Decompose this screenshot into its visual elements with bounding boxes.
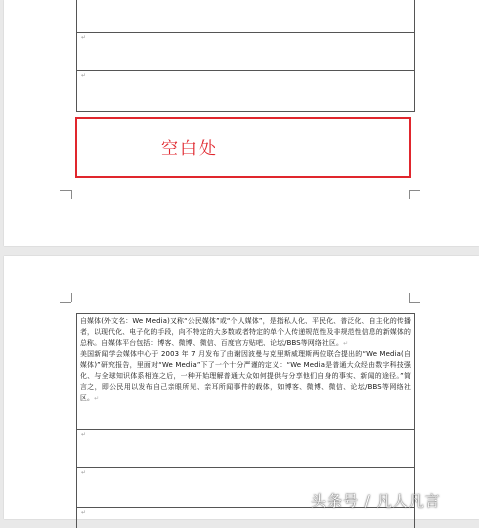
text-cell[interactable]	[77, 314, 414, 430]
crop-mark	[71, 190, 72, 199]
cell-end-mark: ↵	[81, 431, 87, 438]
table-row[interactable]	[77, 33, 414, 71]
table-row[interactable]	[77, 0, 414, 33]
cell-end-mark: ↵	[81, 34, 87, 41]
table-row[interactable]	[77, 71, 414, 112]
watermark-text: 头条号 / 凡人凡言	[311, 492, 441, 510]
cell-end-mark: ↵	[81, 469, 87, 476]
crop-mark	[71, 293, 72, 302]
crop-mark	[409, 293, 410, 302]
cell-end-mark: ↵	[81, 509, 87, 516]
table-row[interactable]	[77, 430, 414, 468]
crop-mark	[409, 190, 420, 191]
crop-mark	[60, 302, 71, 303]
crop-mark	[409, 190, 410, 199]
crop-mark	[409, 302, 420, 303]
crop-mark	[60, 190, 71, 191]
table-row[interactable]	[77, 508, 414, 528]
paragraph-1: 自媒体(外文名：We Media)又称“公民媒体”或“个人媒体”，是指私人化、平民化、普泛化、自主化的传播者，以现代化、电子化的手段，向不特定的大多数或者特定的单个人传递规范性及非规范性信息的新媒体的总称。自媒体平台包括：博客、微博、微信、百度官方贴吧、论坛/BBS等网络社区。↵	[80, 317, 411, 347]
paragraph-2: 美国新闻学会媒体中心于 2003 年 7 月发布了由谢因波曼与克里斯威理斯两位联合提出的“We Media(自媒体)”研究报告，里面对“We Media”下了一个十分严谨的定义：“We Media是普通大众经由数字科技强化、与全球知识体系相连之后，一种开始理解普通大众如何提供与分享他们自身的事实、新闻的途径。”简言之，即公民用以发布自己亲眼所见、亲耳所闻事件的载体，如博客、微博、微信、论坛/BBS等网络社区。↵	[80, 350, 411, 402]
blank-area-highlight	[75, 117, 411, 178]
cell-end-mark: ↵	[81, 72, 87, 79]
table-top	[76, 0, 415, 112]
blank-area-label: 空白处	[161, 139, 218, 159]
document-page-1	[4, 0, 479, 246]
document-page-2	[4, 256, 479, 519]
